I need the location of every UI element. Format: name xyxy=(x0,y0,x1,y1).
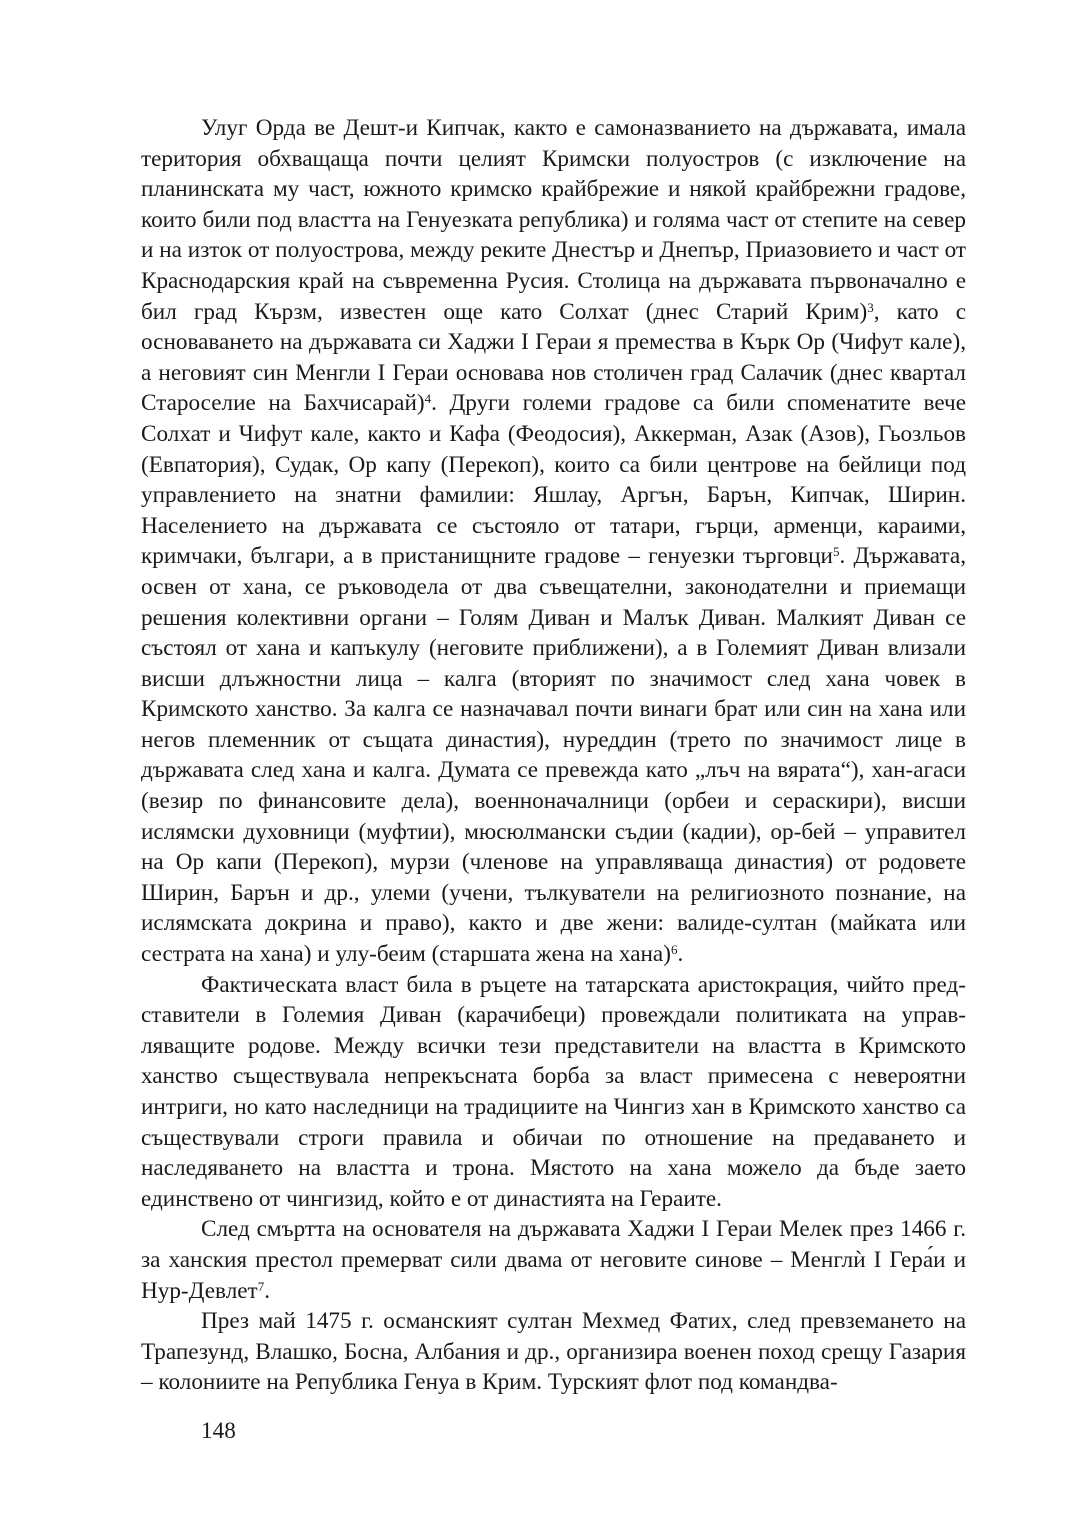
footnote-marker-6[interactable]: 6 xyxy=(670,942,678,958)
text-run: . xyxy=(264,1277,270,1304)
paragraph-4 xyxy=(141,1306,966,1398)
footnote-marker-3[interactable]: 3 xyxy=(867,299,874,315)
footnote-marker-5[interactable]: 5 xyxy=(832,544,840,560)
page-number: 148 xyxy=(201,1418,236,1444)
text-run: Улуг Орда ве Дешт-и Кипчак, както е самоназванието на държавата, имала територия обхващаща почти целият Кримски полуостров (с изключение на планинската му част, южното кримско крайбрежие и някой крайбрежни градове, които били под властта на Генуезката република) и голяма част от степите на север и на изток от полуострова, между реките Днестър и Днепър, Приазовието и част от Краснодарския край на съвременна Русия. Столица на държавата първоначално е бил град Кързм, известен още като Солхат (днес Старий Крим) xyxy=(141,115,966,325)
footnote-marker-7[interactable]: 7 xyxy=(257,1278,265,1294)
paragraph-2 xyxy=(141,970,966,1215)
text-run: . Други големи градове са били споменатите вече Солхат и Чифут кале, както и Кафа (Феодосия), Аккерман, Азак (Азов), Гьозльов (Евпатория), Судак, Ор капу (Перекоп), които са били центрове на бейлици под управлението на знатни фамилии: Яшлау, Аргън, Барън, Кипчак, Ширин. Населението на държавата се състояло от татари, гърци, арменци, караими, кримчаки, българи, а в пристанищните градове – генуезки търговци xyxy=(141,390,966,570)
text-run: . Държавата, освен от хана, се ръководела от два съвещателни, законодателни и приемащи решения колективни органи – Голям Диван и Малък Диван. Малкият Диван се състоял от хана и капъкулу (неговите приближени), а в Големият Диван влизали висши длъжностни лица – калга (вторият по значимост след хана човек в Кримското ханство. За калга се назначавал почти винаги брат или син на хана или негов племенник от същата династия), нуреддин (трето по значимост лице в държавата след хана и калга. Думата се превежда като „лъч на вярата“), хан-агаси (везир по финансовите дела), военноначалници (орбеи и сераскири), висши ислямски духовници (муфтии), мюсюлмански съдии (кадии), ор-бей – управител на Ор капи (Перекоп), мурзи (членове на управляваща династия) от родовете Ширин, Барън и др., улеми (учени, тълкуватели на религиозното познание, на ислямската докрина и право), както и две жени: валиде-султан (майката или сестрата на хана) и улу-беим (старшата жена на хана) xyxy=(141,543,966,968)
page-body xyxy=(141,113,966,1398)
footnote-marker-4[interactable]: 4 xyxy=(424,391,432,407)
text-run: След смъртта на основателя на държавата Хаджи I Гераи Мелек през 1466 г. за ханския престол премерват сили двама от неговите синове – Менглѝ I Гера́и и Нур-Девлет xyxy=(141,1216,966,1304)
text-run: , като с основаването на държавата си Хаджи I Гераи я премества в Кърк Ор (Чифут кале), а неговият син Менгли I Гераи основава нов столичен град Салачик (днес квартал Староселие на Бахчисарай) xyxy=(141,298,966,417)
text-run: Фактическата власт била в ръцете на татарската аристокрация, чийто представители в Големия Диван (карачибеци) провеждали политиката на управляващите родове. Между всички тези представители на властта в Кримското ханство съществувала непрекъсната борба за власт примесена с невероятни интриги, но като наследници на традициите на Чингиз хан в Кримското ханство са съществували строги правила и обичаи по отношение на предаването и наследяването на властта и трона. Мястото на хана можело да бъде заето единствено от чингизид, който е от династията на Гераите. xyxy=(141,971,966,1212)
text-run: . xyxy=(677,941,684,968)
text-run: През май 1475 г. османският султан Мехмед Фатих, след превземането на Трапезунд, Влашко, Босна, Албания и др., организира военен поход срещу Газария – колониите на Република Генуа в Крим. Турският флот под командва- xyxy=(141,1308,966,1396)
paragraph-3 xyxy=(141,1214,966,1306)
paragraph-1 xyxy=(141,113,966,970)
